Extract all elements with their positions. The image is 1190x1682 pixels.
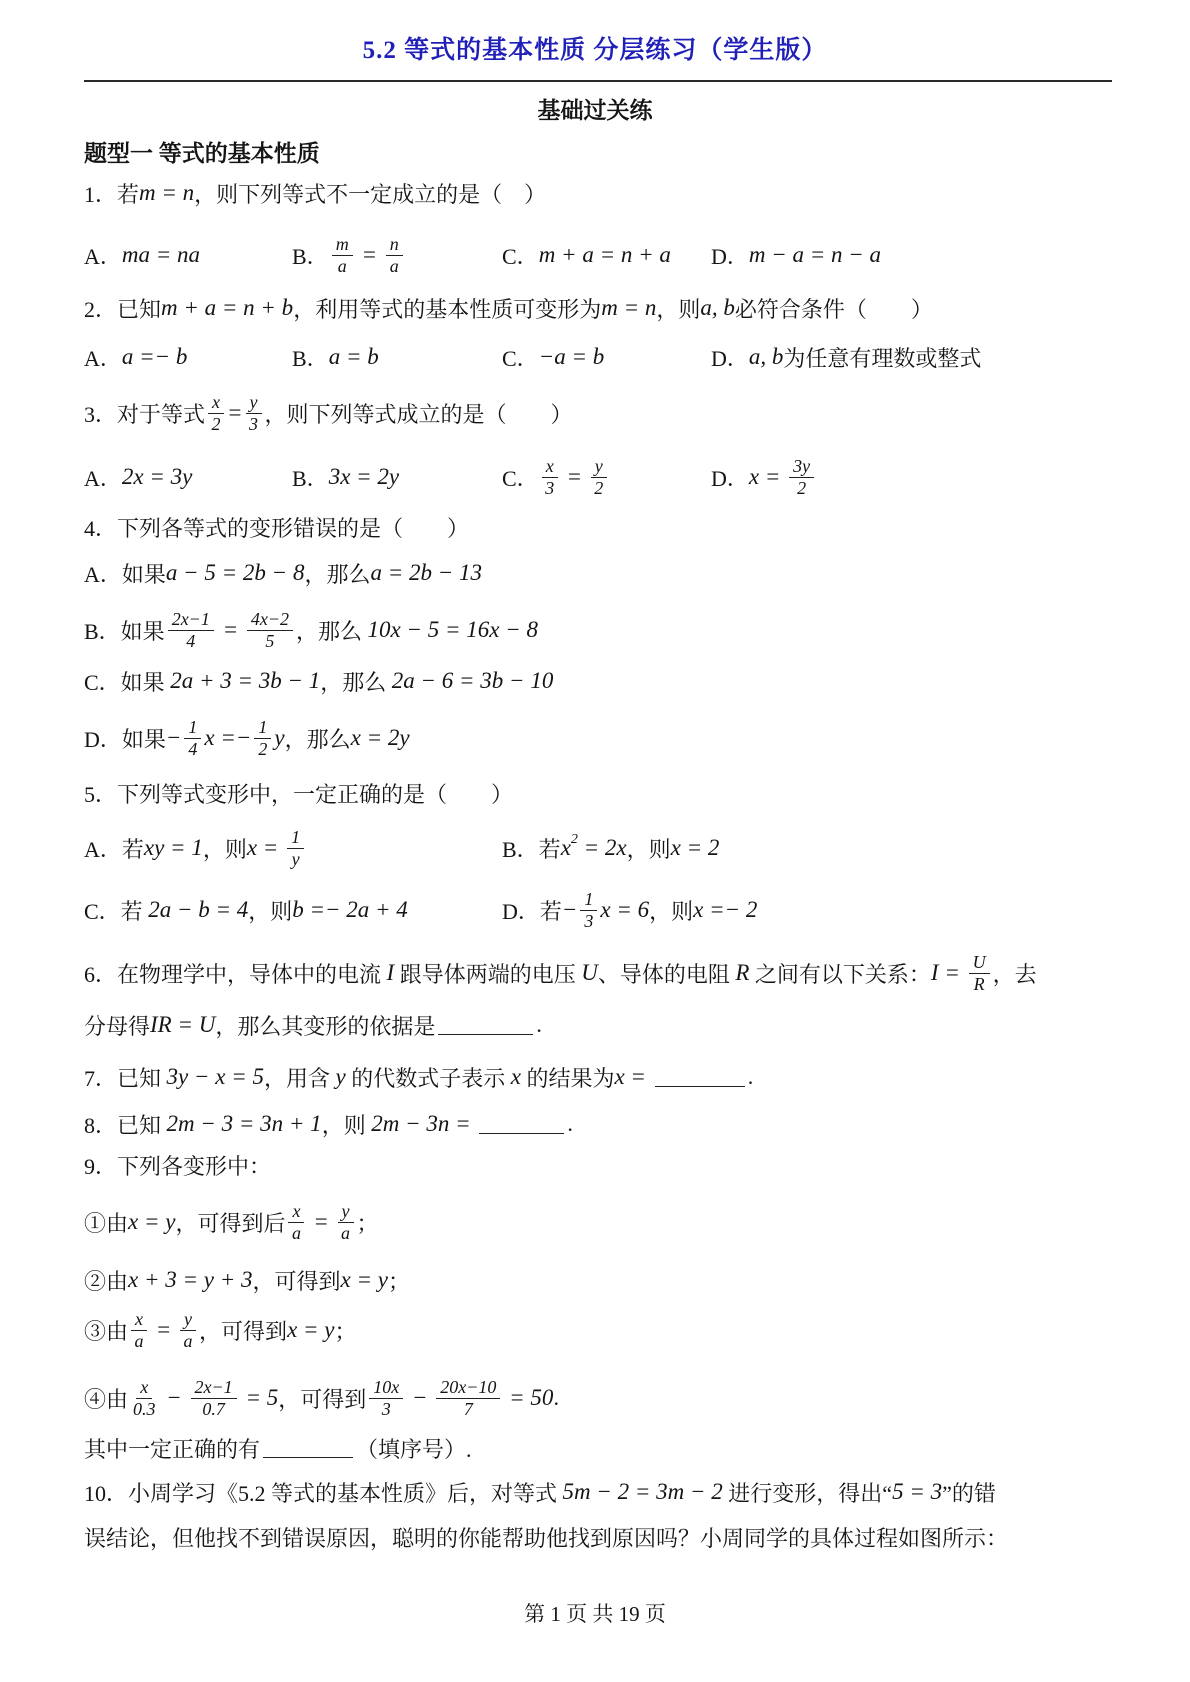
answer-blank: [438, 1034, 533, 1035]
question-2-option-a: A． a =− b: [84, 344, 188, 371]
question-4-option-a: A．如果 a − 5 = 2b − 8 ，那么 a = 2b − 13: [84, 560, 483, 587]
question-1-option-a: A． ma = na: [84, 242, 201, 269]
question-2: 2．已知 m + a = n + b ，利用等式的基本性质可变形为 m = n ，则 a, b 必符合条件（ ）: [84, 295, 933, 322]
fraction: $\frac{y}{2}$: [591, 456, 607, 498]
question-3-option-a: A． 2x = 3y: [84, 464, 193, 491]
question-9-answer-blank: 其中一定正确的有 （填序号）.: [84, 1436, 472, 1462]
fraction: $\frac{x}{3}$: [542, 456, 558, 498]
question-3-option-c: C． $\frac{x}{3}$ = $\frac{y}{2}$: [502, 462, 610, 492]
fraction: $\frac{10x}{3}$: [369, 1377, 403, 1419]
fraction: $\frac{x}{2}$: [208, 392, 224, 434]
question-4-option-c: C．如果 2a + 3 = 3b − 1 ，那么 2a − 6 = 3b − 10: [84, 668, 554, 695]
question-9: 9．下列各变形中：: [84, 1153, 272, 1179]
question-1-option-b: B． $\frac{m}{a}$ = $\frac{n}{a}$: [292, 240, 406, 270]
question-4: 4．下列各等式的变形错误的是（ ）: [84, 515, 470, 541]
fraction: $\frac{3y}{2}$: [789, 456, 814, 498]
question-8: 8．已知 2m − 3 = 3n + 1 ，则 2m − 3n = .: [84, 1111, 573, 1138]
question-6-line-2: 分母得 IR = U ，那么其变形的依据是 .: [84, 1012, 542, 1039]
question-2-option-c: C． −a = b: [502, 344, 605, 371]
answer-blank: [479, 1133, 564, 1134]
divider: [84, 80, 1112, 82]
question-9-item-1: ①由 x = y ，可得到后 $\frac{x}{a}$ = $\frac{y}{a}$ ；: [84, 1200, 379, 1243]
question-5-option-b: B．若 x 2 = 2x ，则 x = 2: [502, 832, 720, 862]
question-1: 1．若 m = n ，则下列等式不一定成立的是（ ）: [84, 180, 547, 207]
question-5-option-c: C．若 2a − b = 4 ，则 b =− 2a + 4: [84, 897, 408, 924]
question-1-option-d: D． m − a = n − a: [711, 242, 882, 269]
answer-blank: [655, 1086, 745, 1087]
fraction: $\frac{n}{a}$: [386, 234, 403, 276]
question-2-option-d: D． a, b 为任意有理数或整式: [711, 344, 982, 371]
fraction: $\frac{1}{y}$: [287, 827, 304, 869]
fraction: $\frac{U}{R}$: [969, 952, 990, 994]
question-10-line-2: 误结论，但他找不到错误原因，聪明的你能帮助他找到原因吗？小周同学的具体过程如图所示：: [84, 1525, 1009, 1551]
question-5-option-a: A．若 xy = 1 ，则 x = $\frac{1}{y}$: [84, 833, 307, 863]
fraction: $\frac{y}{3}$: [246, 392, 262, 434]
question-10-line-1: 10．小周学习《5.2 等式的基本性质》后，对等式 5m − 2 = 3m − 2 进行变形，得出“ 5 = 3 ”的错: [84, 1479, 996, 1506]
question-5-option-d: D．若 − $\frac{1}{3}$ x = 6 ，则 x =− 2: [502, 888, 758, 931]
fraction: $\frac{x}{a}$: [131, 1309, 147, 1351]
question-5: 5．下列等式变形中，一定正确的是（ ）: [84, 781, 514, 807]
fraction: $\frac{y}{a}$: [338, 1201, 354, 1243]
fraction: $\frac{4x-2}{5}$: [247, 609, 293, 651]
fraction: $\frac{1}{4}$: [184, 717, 201, 759]
fraction: $\frac{y}{a}$: [180, 1309, 196, 1351]
fraction: $\frac{2x-1}{0.7}$: [191, 1377, 237, 1419]
fraction: $\frac{20x-10}{7}$: [436, 1377, 500, 1419]
fraction: $\frac{1}{3}$: [580, 889, 597, 931]
question-3: 3．对于等式 $\frac{x}{2}$ = $\frac{y}{3}$ ，则下列等式成立的是（ ）: [84, 391, 573, 434]
question-3-option-b: B． 3x = 2y: [292, 464, 400, 491]
question-1-option-c: C． m + a = n + a: [502, 242, 671, 269]
question-3-option-d: D． x = $\frac{3y}{2}$: [711, 462, 817, 492]
question-4-option-d: D．如果 − $\frac{1}{4}$ x =− $\frac{1}{2}$ y ，那么 x = 2y: [84, 716, 410, 759]
fraction: $\frac{2x-1}{4}$: [168, 609, 214, 651]
section-heading: 基础过关练: [537, 98, 653, 123]
question-4-option-b: B．如果 $\frac{2x-1}{4}$ = $\frac{4x-2}{5}$ ，那么 10x − 5 = 16x − 8: [84, 608, 538, 651]
fraction: $\frac{m}{a}$: [332, 234, 353, 276]
question-2-option-b: B． a = b: [292, 344, 379, 371]
question-7: 7．已知 3y − x = 5 ，用含 y 的代数式子表示 x 的结果为 x = .: [84, 1064, 754, 1091]
question-9-item-4: ④由 $\frac{x}{0.3}$ − $\frac{2x-1}{0.7}$ = 5 ，可得到 $\frac{10x}{3}$ − $\frac{20x-10}{7}$ = 50 .: [84, 1376, 559, 1419]
topic-heading: 题型一 等式的基本性质: [84, 141, 320, 166]
doc-title: 5.2 等式的基本性质 分层练习（学生版）: [362, 37, 828, 64]
fraction: $\frac{1}{2}$: [254, 717, 271, 759]
question-6-line-1: 6．在物理学中，导体中的电流 I 跟导体两端的电压 U 、导体的电阻 R 之间有以下关系： I = $\frac{U}{R}$ ，去: [84, 951, 1037, 994]
question-9-item-2: ②由 x + 3 = y + 3 ，可得到 x = y ；: [84, 1267, 410, 1294]
answer-blank: [263, 1457, 353, 1458]
page-footer: 第 1 页 共 19 页: [524, 1602, 666, 1626]
fraction: $\frac{x}{a}$: [288, 1201, 304, 1243]
fraction: $\frac{x}{0.3}$: [133, 1376, 156, 1419]
question-9-item-3: ③由 $\frac{x}{a}$ = $\frac{y}{a}$ ，可得到 x = y ；: [84, 1308, 357, 1351]
